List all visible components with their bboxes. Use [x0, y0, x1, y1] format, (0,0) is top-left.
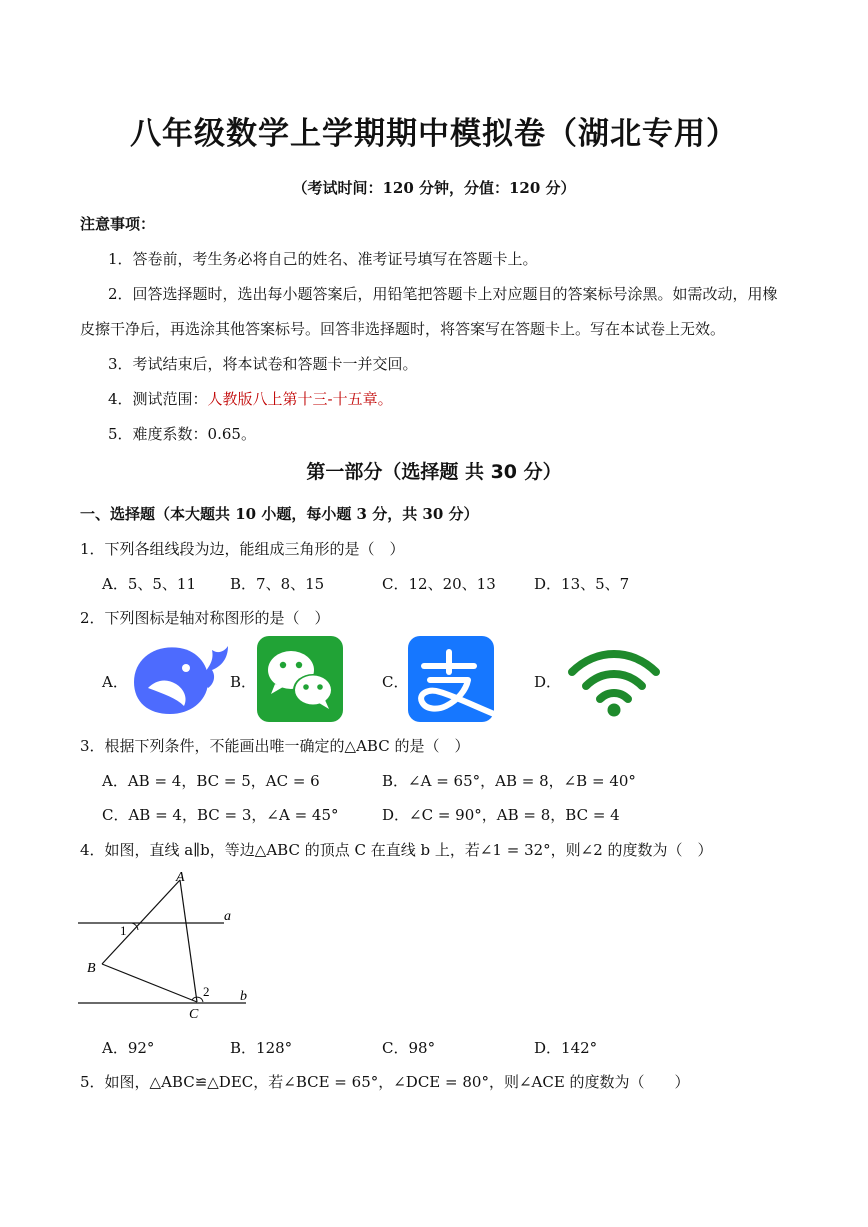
notice-item-4-prefix: 4．测试范围：: [108, 390, 208, 408]
question-4-option-d: D．142°: [534, 1039, 598, 1057]
question-3-option-b: B．∠A = 65°，AB = 8，∠B = 40°: [382, 772, 636, 790]
section-title: 第一部分（选择题 共 30 分）: [306, 461, 562, 483]
question-4-option-c: C．98°: [382, 1039, 436, 1057]
question-4-option-b: B．128°: [230, 1039, 293, 1057]
notice-item-2-line-2: 皮擦干净后，再选涂其他答案标号。回答非选择题时，将答案写在答题卡上。写在本试卷上无效。: [80, 320, 726, 338]
vertex-c-label: C: [189, 1007, 199, 1022]
segment-ab: [102, 880, 180, 964]
question-5-stem: 5．如图，△ABC≌△DEC，若∠BCE = 65°，∠DCE = 80°，则∠ACE 的度数为（ ）: [80, 1073, 690, 1091]
segment-bc: [102, 964, 197, 1002]
question-2-option-a: A．: [102, 673, 128, 691]
question-3-option-a: A．AB = 4，BC = 5，AC = 6: [102, 772, 320, 790]
angle-1-label: 1: [120, 923, 127, 938]
page-title: 八年级数学上学期期中模拟卷（湖北专用）: [130, 116, 738, 152]
alipay-icon: [408, 636, 494, 722]
question-3-option-d: D．∠C = 90°，AB = 8，BC = 4: [382, 806, 620, 824]
vertex-a-label: A: [176, 870, 185, 885]
question-1-option-d: D．13、5、7: [534, 575, 630, 593]
wifi-icon: [566, 646, 662, 718]
question-2-stem: 2．下列图标是轴对称图形的是（ ）: [80, 609, 330, 627]
notice-item-1: 1．答卷前，考生务必将自己的姓名、准考证号填写在答题卡上。: [108, 250, 538, 268]
notice-item-4: [108, 388, 393, 409]
question-4-figure: [76, 866, 256, 1026]
question-1-option-b: B．7、8、15: [230, 575, 325, 593]
exam-info: （考试时间：120 分钟，分值：120 分）: [292, 179, 576, 197]
wechat-icon: [257, 636, 343, 722]
whale-logo-icon: [124, 636, 232, 718]
line-b-label: b: [240, 989, 247, 1004]
question-1-stem: 1．下列各组线段为边，能组成三角形的是（ ）: [80, 540, 405, 558]
question-4-option-a: A．92°: [102, 1039, 155, 1057]
question-2-option-b: B．: [230, 673, 257, 691]
test-scope: 人教版八上第十三-十五章。: [207, 390, 393, 408]
line-a-label: a: [224, 909, 231, 924]
notice-item-2-line-1: 2．回答选择题时，选出每小题答案后，用铅笔把答题卡上对应题目的答案标号涂黑。如需改动，用橡: [108, 285, 778, 303]
notice-item-3: 3．考试结束后，将本试卷和答题卡一并交回。: [108, 355, 418, 373]
question-3-option-c: C．AB = 4，BC = 3，∠A = 45°: [102, 806, 339, 824]
question-1-option-a: A．5、5、11: [102, 575, 197, 593]
vertex-b-label: B: [87, 961, 96, 976]
notice-item-5: 5．难度系数：0.65。: [108, 425, 256, 443]
question-4-stem: 4．如图，直线 a∥b，等边△ABC 的顶点 C 在直线 b 上，若∠1 = 32°，则∠2 的度数为（ ）: [80, 841, 713, 859]
question-2-option-d: D．: [534, 673, 562, 691]
question-3-stem: 3．根据下列条件，不能画出唯一确定的△ABC 的是（ ）: [80, 737, 470, 755]
notice-heading: 注意事项：: [80, 215, 156, 233]
segment-ac: [180, 880, 197, 1002]
part-heading: 一、选择题（本大题共 10 小题，每小题 3 分，共 30 分）: [80, 505, 479, 523]
question-2-option-c: C．: [382, 673, 409, 691]
angle-2-label: 2: [203, 984, 210, 999]
question-1-option-c: C．12、20、13: [382, 575, 496, 593]
